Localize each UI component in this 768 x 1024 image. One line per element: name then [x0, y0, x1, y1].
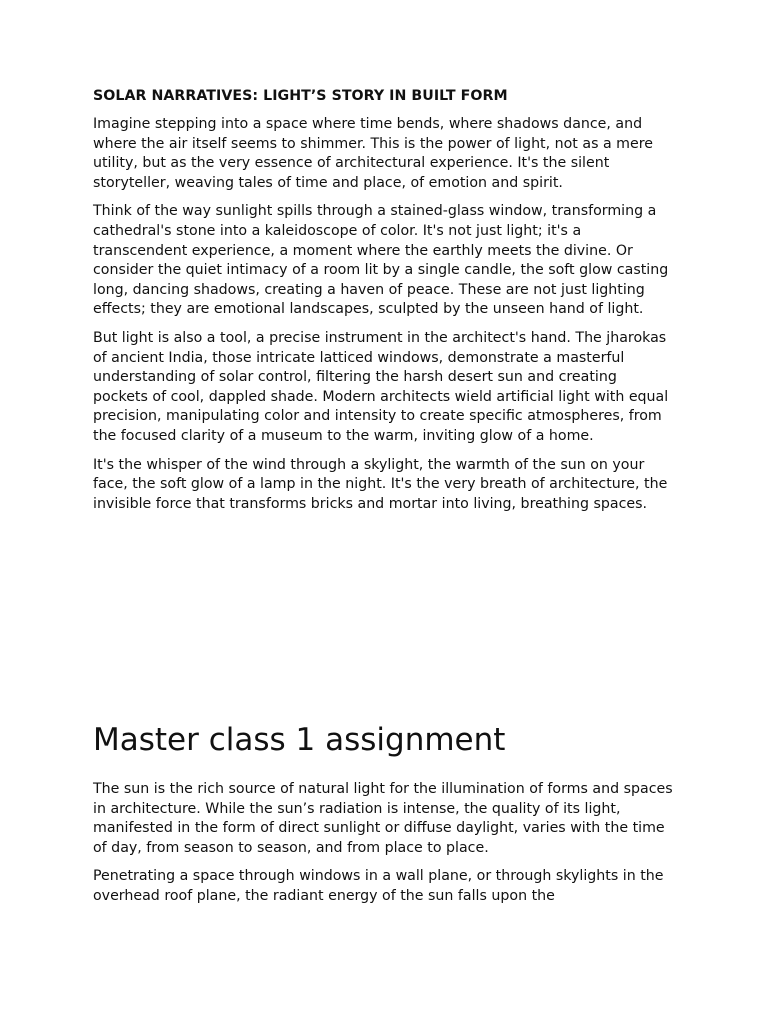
- paragraph-4: It's the whisper of the wind through a skylight, the warmth of the sun on your face, the soft glow of a lamp in the night. It's the very breath of architecture, the invisible force that transforms bricks and mortar into living, breathing spaces.: [93, 456, 668, 512]
- assignment-section: [93, 718, 675, 916]
- assignment-paragraph-1: The sun is the rich source of natural light for the illumination of forms and spaces in architecture. While the sun’s radiation is intense, the quality of its light, manifested in the form of direct sunlight or diffuse daylight, varies with the time of day, from season to season, and from place to place.: [93, 781, 673, 856]
- paragraph-2: Think of the way sunlight spills through a stained-glass window, transforming a cathedral's stone into a kaleidoscope of color. It's not just light; it's a transcendent experience, a moment where the earthly meets the divine. Or consider the quiet intimacy of a room lit by a single candle, the soft glow casting long, dancing shadows, creating a haven of peace. These are not just lighting effects; they are emotional landscapes, sculpted by the unseen hand of light.: [93, 203, 669, 318]
- paragraph-3: But light is also a tool, a precise instrument in the architect's hand. The jharokas of ancient India, those intricate latticed windows, demonstrate a masterful understanding of solar control, filtering the harsh desert sun and creating pockets of cool, dappled shade. Modern architects wield artificial light with equal precision, manipulating color and intensity to create specific atmospheres, from the focused clarity of a museum to the warm, inviting glow of a home.: [93, 329, 669, 444]
- paragraph-1: Imagine stepping into a space where time bends, where shadows dance, and where the air itself seems to shimmer. This is the power of light, not as a mere utility, but as the very essence of architectural experience. It's the silent storyteller, weaving tales of time and place, of emotion and spirit.: [93, 116, 653, 191]
- document-heading: SOLAR NARRATIVES: LIGHT’S STORY IN BUILT FORM: [93, 88, 508, 104]
- assignment-title: Master class 1 assignment: [93, 722, 506, 758]
- assignment-paragraph-2: Penetrating a space through windows in a wall plane, or through skylights in the overhead roof plane, the radiant energy of the sun falls upon the: [93, 868, 664, 904]
- solar-narratives-section: [93, 86, 675, 523]
